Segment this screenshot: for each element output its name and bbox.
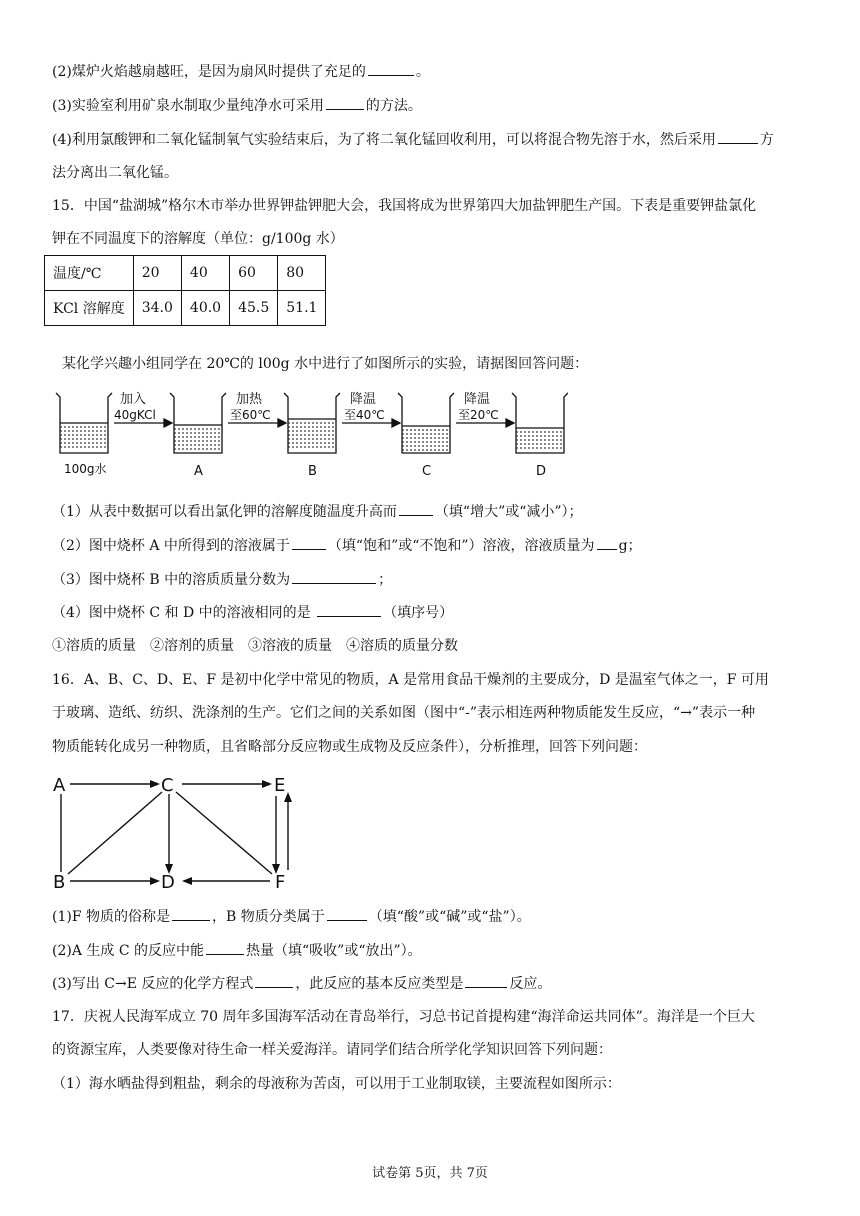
beaker-start	[56, 393, 112, 453]
q15-2-line: （2）图中烧杯 A 中所得到的溶液属于 （填“饱和”或“不饱和”）溶液，溶液质量为 g；	[52, 535, 642, 556]
q14-4-line: (4)利用氯酸钾和二氧化锰制氧气实验结束后，为了将二氧化锰回收利用，可以将混合物先溶于水，然后采用 方	[52, 129, 774, 150]
answer-blank	[327, 906, 367, 921]
experiment-diagram	[48, 383, 568, 483]
answer-blank	[718, 129, 758, 144]
q16-3-line: (3)写出 C→E 反应的化学方程式 ，此反应的基本反应类型是 反应。	[52, 973, 551, 994]
node-b: B	[53, 872, 66, 893]
node-e: E	[274, 775, 286, 796]
answer-blank	[292, 569, 376, 584]
beaker-b	[284, 393, 340, 453]
q17-stem-1: 17．庆祝人民海军成立 70 周年多国海军活动在青岛举行，习总书记首提构建“海洋命运共同体”。海洋是一个巨大	[52, 1009, 755, 1025]
arrow-head	[164, 419, 172, 427]
table-cell: 51.1	[278, 291, 326, 326]
q15-4-line: （4）图中烧杯 C 和 D 中的溶液相同的是 （填序号）	[52, 602, 453, 623]
table-row	[45, 291, 326, 326]
arrow-head	[150, 877, 160, 885]
relation-diagram	[48, 768, 298, 896]
answer-blank	[206, 940, 244, 955]
answer-blank	[255, 973, 293, 988]
arrow-4-top-label: 降温	[464, 392, 491, 407]
arrow-1-bottom-label: 40gKCl	[114, 408, 156, 422]
q15-experiment-intro: 某化学兴趣小组同学在 20℃的 l00g 水中进行了如图所示的实验，请据图回答问题：	[62, 356, 589, 372]
q16-stem-2: 于玻璃、造纸、纺织、洗涤剂的生产。它们之间的关系如图（图中“-”表示相连两种物质能发生反应，“→”表示一种	[52, 705, 756, 721]
q14-2-line: (2)煤炉火焰越扇越旺，是因为扇风时提供了充足的 。	[52, 61, 430, 82]
table-cell: 温度/℃	[45, 256, 134, 291]
start-beaker-label: 100g水	[64, 462, 107, 476]
arrow-4-bottom-label: 至20℃	[458, 408, 499, 422]
node-d: D	[161, 872, 175, 893]
answer-blank	[399, 501, 433, 516]
arrow-2-top-label: 加热	[236, 392, 263, 407]
arrow-3-top-label: 降温	[350, 392, 377, 407]
arrow-head	[506, 419, 514, 427]
table-cell: 40	[181, 256, 229, 291]
q16-2-line: (2)A 生成 C 的反应中能 热量（填“吸收”或“放出”）。	[52, 940, 422, 961]
answer-blank	[368, 61, 414, 76]
arrow-2-bottom-label: 至60℃	[230, 408, 271, 422]
q14-4-line-cont: 法分离出二氧化锰。	[52, 165, 178, 181]
beaker-d	[512, 393, 568, 453]
beaker-a	[170, 393, 226, 453]
beaker-d-label: D	[536, 464, 547, 479]
table-cell: 60	[230, 256, 278, 291]
table-row	[45, 256, 326, 291]
arrow-head	[262, 780, 272, 788]
answer-blank	[465, 973, 507, 988]
page-footer: 试卷第 5页，共 7页	[372, 1166, 488, 1181]
q16-1-line: (1)F 物质的俗称是 ，B 物质分类属于 （填“酸”或“碱”或“盐”）。	[52, 906, 531, 927]
edge-c-b	[68, 792, 162, 874]
arrow-head	[150, 780, 160, 788]
q17-stem-2: 的资源宝库，人类要像对待生命一样关爱海洋。请同学们结合所学化学知识回答下列问题：	[52, 1042, 612, 1058]
answer-blank	[172, 906, 210, 921]
beaker-c	[398, 393, 454, 453]
q15-options: ①溶质的质量 ②溶剂的质量 ③溶液的质量 ④溶质的质量分数	[52, 638, 458, 654]
q15-stem-2: 钾在不同温度下的溶解度（单位：g/100g 水）	[52, 231, 344, 247]
answer-blank	[597, 535, 617, 550]
q14-3-line: (3)实验室利用矿泉水制取少量纯净水可采用 的方法。	[52, 95, 422, 116]
answer-blank	[317, 602, 381, 617]
table-cell: 20	[133, 256, 181, 291]
arrow-1-top-label: 加入	[120, 392, 147, 407]
beaker-c-label: C	[422, 464, 432, 479]
q15-stem-1: 15．中国“盐湖城”格尔木市举办世界钾盐钾肥大会，我国将成为世界第四大加盐钾肥生产国。下表是重要钾盐氯化	[52, 198, 757, 214]
q16-stem-3: 物质能转化成另一种物质，且省略部分反应物或生成物及反应条件），分析推理，回答下列问题：	[52, 739, 647, 755]
arrow-3-bottom-label: 至40℃	[344, 408, 385, 422]
q15-3-line: （3）图中烧杯 B 中的溶质质量分数为 ；	[52, 569, 392, 590]
answer-blank	[326, 95, 364, 110]
beaker-a-label: A	[194, 464, 203, 479]
node-c: C	[161, 775, 174, 796]
q15-1-line: （1）从表中数据可以看出氯化钾的溶解度随温度升高而 （填“增大”或“减小”）；	[52, 501, 583, 522]
q17-1-line: （1）海水晒盐得到粗盐，剩余的母液称为苦卤，可以用于工业制取镁，主要流程如图所示：	[52, 1076, 621, 1092]
table-cell: 45.5	[230, 291, 278, 326]
node-a: A	[53, 775, 66, 796]
arrow-head	[182, 877, 192, 885]
table-cell: 40.0	[181, 291, 229, 326]
table-cell: KCl 溶解度	[45, 291, 134, 326]
solubility-table	[44, 255, 326, 326]
arrow-head	[278, 419, 286, 427]
table-cell: 34.0	[133, 291, 181, 326]
beaker-b-label: B	[308, 464, 317, 479]
edge-c-f	[176, 792, 272, 874]
arrow-head	[392, 419, 400, 427]
answer-blank	[292, 535, 326, 550]
node-f: F	[275, 872, 286, 893]
table-cell: 80	[278, 256, 326, 291]
q16-stem-1: 16．A、B、C、D、E、F 是初中化学中常见的物质，A 是常用食品干燥剂的主要成分，D 是温室气体之一，F 可用	[52, 672, 769, 688]
